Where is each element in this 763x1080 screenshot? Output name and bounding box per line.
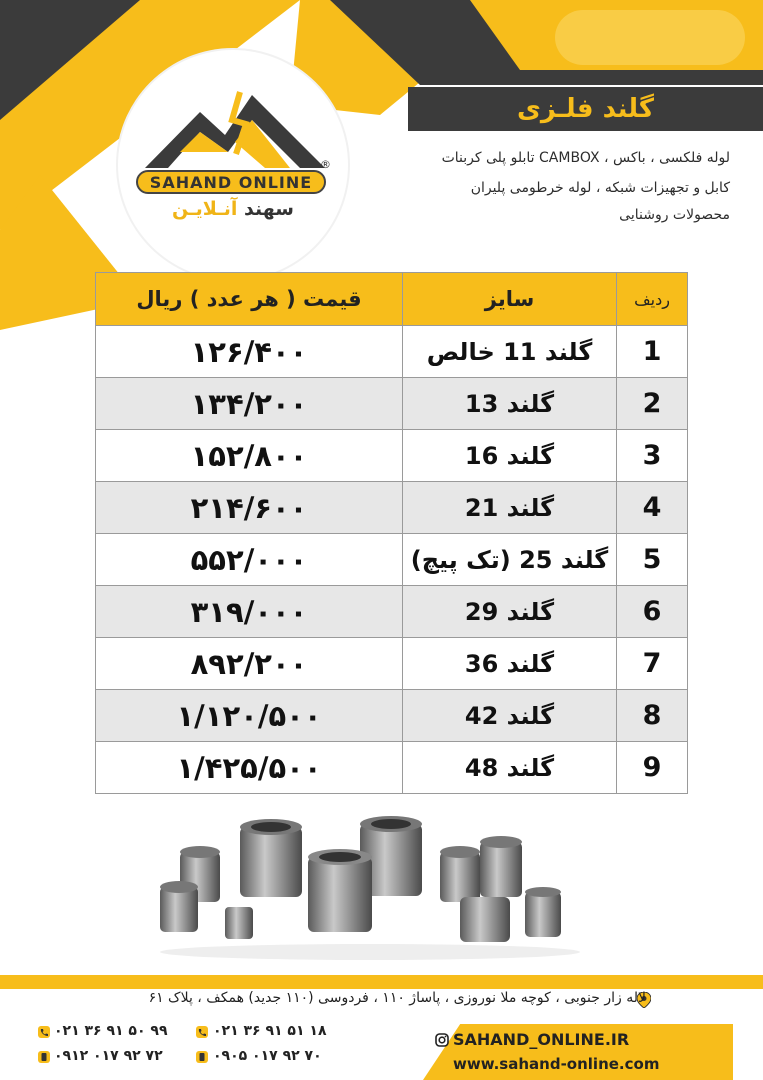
instagram-icon <box>435 1033 449 1047</box>
row-price: ۱/۴۲۵/۵۰۰ <box>96 742 403 794</box>
brand-logo <box>118 50 348 280</box>
row-size: گلند 29 <box>403 586 617 638</box>
row-size: گلند 13 <box>403 378 617 430</box>
table-header-row <box>96 273 688 326</box>
phone-number-1: ۰۲۱ ۳۶ ۹۱ ۵۰ ۹۹ <box>54 1023 168 1039</box>
table-row <box>96 586 688 638</box>
header-size: سایز <box>403 273 617 326</box>
row-price: ۸۹۲/۲۰۰ <box>96 638 403 690</box>
table-row <box>96 482 688 534</box>
row-number: 6 <box>617 586 688 638</box>
logo-english-text: SAHAND ONLINE <box>136 170 326 194</box>
row-number: 1 <box>617 326 688 378</box>
table-row <box>96 534 688 586</box>
mobile-number-2: ۰۹۰۵ ۰۱۷ ۹۲ ۷۰ <box>213 1048 322 1064</box>
row-number: 7 <box>617 638 688 690</box>
logo-fa-accent: آنـلایـن <box>172 198 238 220</box>
row-size: گلند 11 خالص <box>403 326 617 378</box>
tagline-line-1: لوله فلکسی ، باکس ، CAMBOX تابلو پلی کربنات <box>441 150 730 166</box>
phone-number-2: ۰۲۱ ۳۶ ۹۱ ۵۱ ۱۸ <box>213 1023 327 1039</box>
row-size: گلند 16 <box>403 430 617 482</box>
price-table <box>95 272 688 794</box>
row-price: ۱/۱۲۰/۵۰۰ <box>96 690 403 742</box>
mountain-icon <box>140 90 330 170</box>
row-price: ۱۲۶/۴۰۰ <box>96 326 403 378</box>
registered-mark: ® <box>320 158 331 171</box>
tagline-line-2: کابل و تجهیزات شبکه ، لوله خرطومی پلیران <box>470 180 730 196</box>
row-price: ۱۳۴/۲۰۰ <box>96 378 403 430</box>
row-number: 5 <box>617 534 688 586</box>
row-price: ۵۵۲/۰۰۰ <box>96 534 403 586</box>
row-price: ۲۱۴/۶۰۰ <box>96 482 403 534</box>
row-size: گلند 25 (تک پیچ) <box>403 534 617 586</box>
table-row <box>96 690 688 742</box>
social-box <box>423 1024 733 1080</box>
tagline-line-3: محصولات روشنایی <box>619 207 730 223</box>
row-number: 3 <box>617 430 688 482</box>
logo-persian-text <box>118 198 348 220</box>
row-size: گلند 21 <box>403 482 617 534</box>
row-size: گلند 48 <box>403 742 617 794</box>
mobile-icon <box>196 1051 208 1063</box>
phone-icon <box>196 1026 208 1038</box>
row-price: ۱۵۲/۸۰۰ <box>96 430 403 482</box>
footer-band <box>0 975 763 989</box>
header-price: قیمت ( هر عدد ) ریال <box>96 273 403 326</box>
cable-gland-products-image <box>140 812 600 962</box>
row-size: گلند 36 <box>403 638 617 690</box>
row-number: 9 <box>617 742 688 794</box>
row-price: ۳۱۹/۰۰۰ <box>96 586 403 638</box>
row-number: 4 <box>617 482 688 534</box>
address-text: لاله زار جنوبی ، کوچه ملا نوروزی ، پاساژ ۱۱۰ ، فردوسی (۱۱۰ جدید) همکف ، پلاک ۶۱ <box>148 990 646 1006</box>
logo-fa-dark: سهند <box>243 198 294 220</box>
row-size: گلند 42 <box>403 690 617 742</box>
row-number: 2 <box>617 378 688 430</box>
table-row <box>96 378 688 430</box>
table-row <box>96 326 688 378</box>
table-row <box>96 430 688 482</box>
mobile-number-1: ۰۹۱۲ ۰۱۷ ۹۲ ۷۲ <box>54 1048 163 1064</box>
table-row <box>96 742 688 794</box>
row-number: 8 <box>617 690 688 742</box>
mobile-icon <box>38 1051 50 1063</box>
header-row-number: ردیف <box>617 273 688 326</box>
instagram-handle[interactable]: SAHAND_ONLINE.IR <box>453 1030 630 1049</box>
page-title: گلند فلـزی <box>408 87 763 131</box>
website-link[interactable]: www.sahand-online.com <box>453 1055 660 1073</box>
table-row <box>96 638 688 690</box>
phone-icon <box>38 1026 50 1038</box>
